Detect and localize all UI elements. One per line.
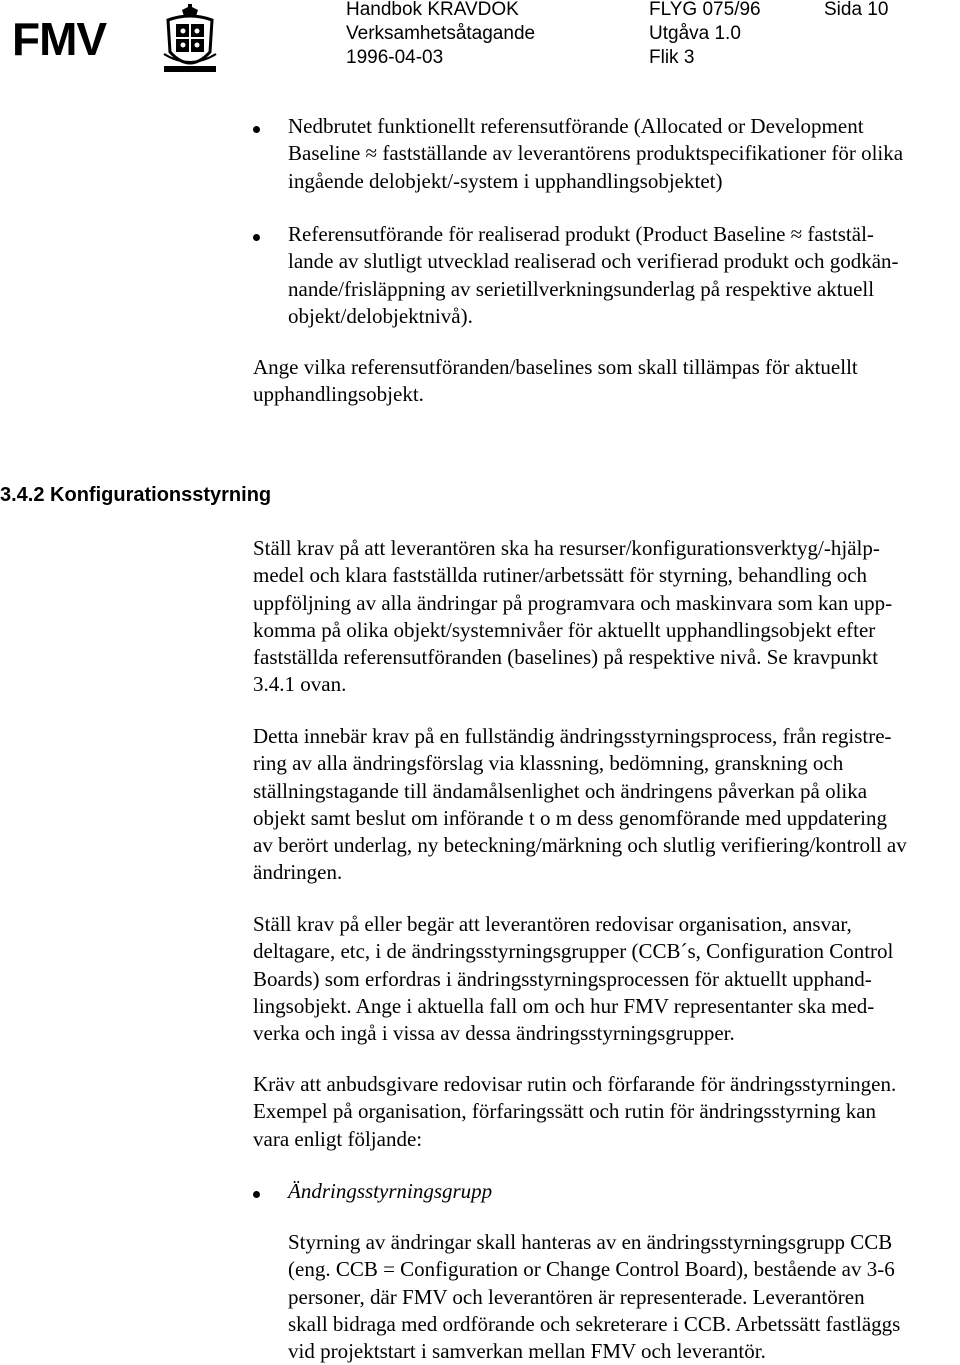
handbook-title: Handbok KRAVDOK — [346, 0, 519, 20]
fmv-logo — [12, 16, 162, 66]
header-col1 — [346, 0, 535, 70]
edition: Utgåva 1.0 — [649, 23, 741, 44]
paragraph-resources: Ställ krav på att leverantören ska ha resurser/konfigurationsverktyg/-hjälp- medel och klara fastställda rutiner/arbetssätt för styrning, behandling och uppföljning av alla ändringar på programvara och maskinvara som kan upp- komma på olika objekt/systemnivåer för aktuellt upphandlingsobjekt efter fastställda referensutföranden (baselines) på respektive nivå. Se kravpunkt 3.4.1 ovan. — [253, 536, 893, 697]
bullet-dot — [253, 126, 260, 133]
bullet-allocated-baseline: Nedbrutet funktionellt referensutförande (Allocated or Development Baseline ≈ fastställande av leverantörens produktspecifikationer för olika ingående delobjekt/-system i upphandlingsobjektet) — [288, 114, 904, 193]
page-number: Sida 10 — [824, 0, 889, 20]
paragraph-change-process: Detta innebär krav på en fullständig ändringsstyrningsprocess, från registre- ring av alla ändringsförslag via klassning, bedömning, granskning och ställningstagande till ändamålsenlighet och ändringens påverkan på olika objekt samt beslut om införande t o m dess genomförande med uppdatering av berört underlag, ny beteckning/märkning och slutlig verifiering/kontroll av ändringen. — [253, 724, 907, 885]
paragraph-baselines-instruction: Ange vilka referensutföranden/baselines som skall tillämpas för aktuellt upphandlingsobjekt. — [253, 355, 858, 407]
section-heading: 3.4.2 Konfigurationsstyrning — [0, 484, 272, 506]
activity-label: Verksamhetsåtagande — [346, 23, 536, 44]
header-date: 1996-04-03 — [346, 47, 444, 68]
fmv-logo-text: FMV — [12, 16, 107, 65]
header-col2 — [649, 0, 761, 70]
document-number: FLYG 075/96 — [649, 0, 761, 20]
bullet-dot — [253, 234, 260, 241]
paragraph-bidder-routine: Kräv att anbudsgivare redovisar rutin och förfarande för ändringsstyrningen. Exempel på organisation, förfaringssätt och rutin för ändringsstyrning kan vara enligt följande: — [253, 1072, 897, 1151]
bullet-change-group-title: Ändringsstyrningsgrupp — [288, 1179, 493, 1203]
header — [0, 0, 960, 80]
bullet-dot — [253, 1191, 260, 1198]
paragraph-ccb: Styrning av ändringar skall hanteras av en ändringsstyrningsgrupp CCB (eng. CCB = Configuration or Change Control Board), bestående av 3-6 personer, där FMV och leverantören är representerade. Leverantören skall bidraga med ordförande och sekreterare i CCB. Arbetssätt fastläggs vid projektstart i samverkan mellan FMV och leverantör. — [288, 1230, 901, 1364]
tab-label: Flik 3 — [649, 47, 695, 68]
bullet-product-baseline: Referensutförande för realiserad produkt (Product Baseline ≈ faststäl- lande av slutligt utvecklad realiserad och verifierad produkt och godkän- nande/frisläppning av serietillverkningsunderlag på respektive aktuell objekt/delobjektnivå). — [288, 222, 899, 328]
paragraph-organisation: Ställ krav på eller begär att leverantören redovisar organisation, ansvar, deltagare, etc, i de ändringsstyrningsgrupper (CCB´s, Configuration Control Boards) som erfordras i ändringsstyrningsprocessen för aktuellt upphand- lingsobjekt. Ange i aktuella fall om och hur FMV representanter ska med- verka och ingå i vissa av dessa ändringsstyrningsgrupper. — [253, 912, 894, 1046]
crown-emblem-icon — [160, 4, 220, 76]
